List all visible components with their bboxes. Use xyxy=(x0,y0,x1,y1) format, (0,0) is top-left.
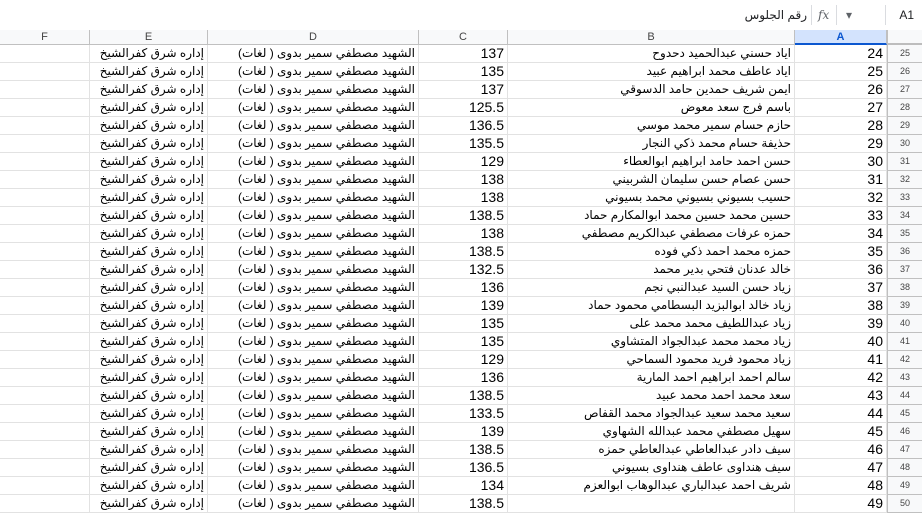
cell-e[interactable]: إداره شرق كفرالشيخ xyxy=(90,81,208,99)
cell-e[interactable]: إداره شرق كفرالشيخ xyxy=(90,477,208,495)
cell-d[interactable]: الشهيد مصطفي سمير بدوى ( لغات) xyxy=(208,441,419,459)
row-header[interactable]: 39 xyxy=(887,297,922,315)
cell-a[interactable]: 49 xyxy=(795,495,887,513)
cell-f[interactable] xyxy=(0,135,90,153)
cell-a[interactable]: 34 xyxy=(795,225,887,243)
cell-e[interactable]: إداره شرق كفرالشيخ xyxy=(90,225,208,243)
row-header[interactable]: 47 xyxy=(887,441,922,459)
cell-e[interactable]: إداره شرق كفرالشيخ xyxy=(90,117,208,135)
table-row xyxy=(0,351,922,369)
cell-a[interactable]: 41 xyxy=(795,351,887,369)
cell-a[interactable]: 29 xyxy=(795,135,887,153)
cell-f[interactable] xyxy=(0,117,90,135)
cell-a[interactable]: 31 xyxy=(795,171,887,189)
row-header[interactable]: 34 xyxy=(887,207,922,225)
table-row xyxy=(0,441,922,459)
row-header[interactable]: 30 xyxy=(887,135,922,153)
chevron-down-icon[interactable]: ▾ xyxy=(846,8,853,22)
name-box-divider xyxy=(885,5,886,25)
formula-divider xyxy=(836,5,837,25)
cell-a[interactable]: 39 xyxy=(795,315,887,333)
table-row xyxy=(0,495,922,513)
table-row xyxy=(0,459,922,477)
cell-e[interactable]: إداره شرق كفرالشيخ xyxy=(90,153,208,171)
cell-b[interactable]: سعد محمد احمد محمد عبيد xyxy=(508,387,795,405)
row-header[interactable]: 40 xyxy=(887,315,922,333)
table-row xyxy=(0,423,922,441)
formula-bar xyxy=(0,0,922,31)
cell-d[interactable]: الشهيد مصطفي سمير بدوى ( لغات) xyxy=(208,117,419,135)
cell-f[interactable] xyxy=(0,495,90,513)
cell-a[interactable]: 38 xyxy=(795,297,887,315)
cell-c[interactable]: 136.5 xyxy=(419,459,508,477)
cell-c[interactable]: 138.5 xyxy=(419,243,508,261)
cell-b[interactable]: خالد عدنان فتحي بدير محمد xyxy=(508,261,795,279)
cell-f[interactable] xyxy=(0,387,90,405)
cell-b[interactable]: زياد حسن السيد عبدالنبي نجم xyxy=(508,279,795,297)
cell-b[interactable]: سالم احمد ابراهيم احمد المارية xyxy=(508,369,795,387)
cell-a[interactable]: 44 xyxy=(795,405,887,423)
column-header-d[interactable]: D xyxy=(208,30,419,45)
table-row xyxy=(0,315,922,333)
fx-icon: fx xyxy=(818,8,830,22)
cell-c[interactable]: 132.5 xyxy=(419,261,508,279)
cell-f[interactable] xyxy=(0,45,90,63)
cell-b[interactable]: حسن احمد حامد ابراهيم ابوالعطاء xyxy=(508,153,795,171)
cell-d[interactable]: الشهيد مصطفي سمير بدوى ( لغات) xyxy=(208,423,419,441)
cell-b[interactable]: حمزه محمد احمد ذكي فوده xyxy=(508,243,795,261)
cell-d[interactable]: الشهيد مصطفي سمير بدوى ( لغات) xyxy=(208,297,419,315)
cell-b[interactable]: حمزه عرفات مصطفي عبدالكريم مصطفي xyxy=(508,225,795,243)
cell-c[interactable]: 129 xyxy=(419,153,508,171)
cell-c[interactable]: 125.5 xyxy=(419,99,508,117)
cell-d[interactable]: الشهيد مصطفي سمير بدوى ( لغات) xyxy=(208,387,419,405)
cell-b[interactable]: اياد عاطف محمد ابراهيم عبيد xyxy=(508,63,795,81)
table-row xyxy=(0,477,922,495)
cell-f[interactable] xyxy=(0,171,90,189)
cell-d[interactable]: الشهيد مصطفي سمير بدوى ( لغات) xyxy=(208,63,419,81)
cell-b[interactable]: سهيل مصطفي محمد عبدالله الشهاوي xyxy=(508,423,795,441)
cell-a[interactable]: 26 xyxy=(795,81,887,99)
cell-c[interactable]: 134 xyxy=(419,477,508,495)
cell-a[interactable]: 28 xyxy=(795,117,887,135)
cell-e[interactable]: إداره شرق كفرالشيخ xyxy=(90,45,208,63)
cell-d[interactable]: الشهيد مصطفي سمير بدوى ( لغات) xyxy=(208,81,419,99)
cell-b[interactable]: زياد محمد محمد عبدالجواد المتشاوي xyxy=(508,333,795,351)
row-header[interactable]: 44 xyxy=(887,387,922,405)
fx-divider xyxy=(811,5,812,25)
row-header[interactable]: 46 xyxy=(887,423,922,441)
cell-b[interactable]: ايمن شريف حمدين حامد الدسوقي xyxy=(508,81,795,99)
cell-b[interactable]: حسن عصام حسن سليمان الشربيني xyxy=(508,171,795,189)
cell-f[interactable] xyxy=(0,369,90,387)
table-row xyxy=(0,387,922,405)
cell-c[interactable]: 139 xyxy=(419,297,508,315)
cell-c[interactable]: 136 xyxy=(419,369,508,387)
cell-c[interactable]: 133.5 xyxy=(419,405,508,423)
cell-b[interactable]: حسيب بسيوني بسيوني محمد بسيوني xyxy=(508,189,795,207)
table-row xyxy=(0,153,922,171)
cell-a[interactable]: 27 xyxy=(795,99,887,117)
cell-d[interactable]: الشهيد مصطفي سمير بدوى ( لغات) xyxy=(208,135,419,153)
cell-e[interactable]: إداره شرق كفرالشيخ xyxy=(90,495,208,513)
cell-e[interactable]: إداره شرق كفرالشيخ xyxy=(90,189,208,207)
row-header[interactable]: 38 xyxy=(887,279,922,297)
cell-f[interactable] xyxy=(0,279,90,297)
cell-f[interactable] xyxy=(0,315,90,333)
cell-c[interactable]: 136.5 xyxy=(419,117,508,135)
cell-a[interactable]: 46 xyxy=(795,441,887,459)
cell-d[interactable]: الشهيد مصطفي سمير بدوى ( لغات) xyxy=(208,315,419,333)
cell-c[interactable]: 135 xyxy=(419,315,508,333)
cell-f[interactable] xyxy=(0,333,90,351)
cell-e[interactable]: إداره شرق كفرالشيخ xyxy=(90,315,208,333)
cell-c[interactable]: 135 xyxy=(419,63,508,81)
cell-a[interactable]: 36 xyxy=(795,261,887,279)
cell-b[interactable]: اياد حسني عبدالحميد دحدوح xyxy=(508,45,795,63)
row-header[interactable]: 42 xyxy=(887,351,922,369)
cell-a[interactable]: 33 xyxy=(795,207,887,225)
cell-c[interactable]: 137 xyxy=(419,45,508,63)
cell-f[interactable] xyxy=(0,261,90,279)
cell-b[interactable]: زياد محمود فريد محمود السماحي xyxy=(508,351,795,369)
cell-e[interactable]: إداره شرق كفرالشيخ xyxy=(90,63,208,81)
cell-d[interactable]: الشهيد مصطفي سمير بدوى ( لغات) xyxy=(208,459,419,477)
row-header[interactable]: 37 xyxy=(887,261,922,279)
cell-d[interactable]: الشهيد مصطفي سمير بدوى ( لغات) xyxy=(208,477,419,495)
cell-d[interactable]: الشهيد مصطفي سمير بدوى ( لغات) xyxy=(208,207,419,225)
cell-d[interactable]: الشهيد مصطفي سمير بدوى ( لغات) xyxy=(208,189,419,207)
row-header[interactable]: 31 xyxy=(887,153,922,171)
table-row xyxy=(0,135,922,153)
cell-a[interactable]: 43 xyxy=(795,387,887,405)
row-header[interactable]: 26 xyxy=(887,63,922,81)
cell-e[interactable]: إداره شرق كفرالشيخ xyxy=(90,99,208,117)
cell-f[interactable] xyxy=(0,63,90,81)
cell-e[interactable]: إداره شرق كفرالشيخ xyxy=(90,207,208,225)
row-header[interactable]: 28 xyxy=(887,99,922,117)
table-row xyxy=(0,225,922,243)
cell-e[interactable]: إداره شرق كفرالشيخ xyxy=(90,405,208,423)
row-header[interactable]: 33 xyxy=(887,189,922,207)
row-header[interactable]: 48 xyxy=(887,459,922,477)
cell-c[interactable]: 138 xyxy=(419,225,508,243)
select-all-corner[interactable] xyxy=(887,30,922,45)
column-header-b[interactable]: B xyxy=(508,30,795,45)
column-header-a[interactable]: A xyxy=(795,30,887,45)
cell-b[interactable] xyxy=(508,495,795,513)
cell-d[interactable]: الشهيد مصطفي سمير بدوى ( لغات) xyxy=(208,99,419,117)
column-header-c[interactable]: C xyxy=(419,30,508,45)
cell-f[interactable] xyxy=(0,351,90,369)
cell-f[interactable] xyxy=(0,225,90,243)
row-header[interactable]: 50 xyxy=(887,495,922,513)
row-header[interactable]: 29 xyxy=(887,117,922,135)
cell-c[interactable]: 129 xyxy=(419,351,508,369)
cell-d[interactable]: الشهيد مصطفي سمير بدوى ( لغات) xyxy=(208,495,419,513)
cell-f[interactable] xyxy=(0,153,90,171)
column-header-e[interactable]: E xyxy=(90,30,208,45)
column-header-f[interactable]: F xyxy=(0,30,90,45)
cell-c[interactable]: 138 xyxy=(419,171,508,189)
table-row xyxy=(0,63,922,81)
cell-c[interactable]: 138.5 xyxy=(419,495,508,513)
cell-f[interactable] xyxy=(0,441,90,459)
row-header[interactable]: 43 xyxy=(887,369,922,387)
cell-e[interactable]: إداره شرق كفرالشيخ xyxy=(90,171,208,189)
cell-e[interactable]: إداره شرق كفرالشيخ xyxy=(90,423,208,441)
cell-d[interactable]: الشهيد مصطفي سمير بدوى ( لغات) xyxy=(208,153,419,171)
cell-a[interactable]: 37 xyxy=(795,279,887,297)
cell-e[interactable]: إداره شرق كفرالشيخ xyxy=(90,369,208,387)
cell-c[interactable]: 135.5 xyxy=(419,135,508,153)
table-row xyxy=(0,171,922,189)
table-row xyxy=(0,99,922,117)
cell-c[interactable]: 139 xyxy=(419,423,508,441)
table-row xyxy=(0,117,922,135)
cell-b[interactable]: سيف هنداوى عاطف هنداوى بسيوني xyxy=(508,459,795,477)
cell-c[interactable]: 138.5 xyxy=(419,441,508,459)
cell-d[interactable]: الشهيد مصطفي سمير بدوى ( لغات) xyxy=(208,333,419,351)
row-header[interactable]: 41 xyxy=(887,333,922,351)
row-header[interactable]: 35 xyxy=(887,225,922,243)
table-row xyxy=(0,333,922,351)
table-row xyxy=(0,369,922,387)
cell-f[interactable] xyxy=(0,459,90,477)
cell-f[interactable] xyxy=(0,297,90,315)
table-row xyxy=(0,261,922,279)
cell-c[interactable]: 135 xyxy=(419,333,508,351)
cell-b[interactable]: حازم حسام سمير محمد موسي xyxy=(508,117,795,135)
cell-b[interactable]: سعيد محمد سعيد عبدالجواد محمد القفاص xyxy=(508,405,795,423)
cell-d[interactable]: الشهيد مصطفي سمير بدوى ( لغات) xyxy=(208,369,419,387)
row-header[interactable]: 27 xyxy=(887,81,922,99)
cell-a[interactable]: 45 xyxy=(795,423,887,441)
cell-a[interactable]: 24 xyxy=(795,45,887,63)
cell-e[interactable]: إداره شرق كفرالشيخ xyxy=(90,135,208,153)
cell-f[interactable] xyxy=(0,477,90,495)
cell-d[interactable]: الشهيد مصطفي سمير بدوى ( لغات) xyxy=(208,405,419,423)
cell-b[interactable]: شريف احمد عبدالباري عبدالوهاب ابوالعزم xyxy=(508,477,795,495)
table-row xyxy=(0,405,922,423)
table-row xyxy=(0,81,922,99)
row-header[interactable]: 36 xyxy=(887,243,922,261)
cell-d[interactable]: الشهيد مصطفي سمير بدوى ( لغات) xyxy=(208,225,419,243)
row-header[interactable]: 49 xyxy=(887,477,922,495)
table-row xyxy=(0,189,922,207)
cell-d[interactable]: الشهيد مصطفي سمير بدوى ( لغات) xyxy=(208,243,419,261)
cell-d[interactable]: الشهيد مصطفي سمير بدوى ( لغات) xyxy=(208,351,419,369)
cell-a[interactable]: 35 xyxy=(795,243,887,261)
cell-a[interactable]: 40 xyxy=(795,333,887,351)
cell-b[interactable]: زياد عبداللطيف محمد محمد على xyxy=(508,315,795,333)
table-row xyxy=(0,279,922,297)
cell-c[interactable]: 136 xyxy=(419,279,508,297)
cell-a[interactable]: 47 xyxy=(795,459,887,477)
cell-e[interactable]: إداره شرق كفرالشيخ xyxy=(90,387,208,405)
cell-a[interactable]: 42 xyxy=(795,369,887,387)
cell-e[interactable]: إداره شرق كفرالشيخ xyxy=(90,297,208,315)
name-box[interactable]: A1 xyxy=(899,8,914,22)
cell-a[interactable]: 25 xyxy=(795,63,887,81)
row-header[interactable]: 45 xyxy=(887,405,922,423)
cell-a[interactable]: 48 xyxy=(795,477,887,495)
spreadsheet-grid[interactable] xyxy=(0,30,922,511)
cell-a[interactable]: 32 xyxy=(795,189,887,207)
cell-e[interactable]: إداره شرق كفرالشيخ xyxy=(90,441,208,459)
cell-f[interactable] xyxy=(0,189,90,207)
cell-f[interactable] xyxy=(0,405,90,423)
cell-c[interactable]: 138 xyxy=(419,189,508,207)
cell-f[interactable] xyxy=(0,81,90,99)
formula-input[interactable]: رقم الجلوس xyxy=(744,8,807,22)
cell-e[interactable]: إداره شرق كفرالشيخ xyxy=(90,261,208,279)
cell-e[interactable]: إداره شرق كفرالشيخ xyxy=(90,243,208,261)
cell-c[interactable]: 137 xyxy=(419,81,508,99)
cell-d[interactable]: الشهيد مصطفي سمير بدوى ( لغات) xyxy=(208,45,419,63)
cell-e[interactable]: إداره شرق كفرالشيخ xyxy=(90,279,208,297)
cell-f[interactable] xyxy=(0,243,90,261)
cell-f[interactable] xyxy=(0,99,90,117)
table-row xyxy=(0,243,922,261)
cell-e[interactable]: إداره شرق كفرالشيخ xyxy=(90,351,208,369)
row-header[interactable]: 25 xyxy=(887,45,922,63)
cell-e[interactable]: إداره شرق كفرالشيخ xyxy=(90,459,208,477)
cell-b[interactable]: زياد خالد ابوالبزيد البسطامي محمود حماد xyxy=(508,297,795,315)
table-row xyxy=(0,45,922,63)
cell-c[interactable]: 138.5 xyxy=(419,207,508,225)
cell-d[interactable]: الشهيد مصطفي سمير بدوى ( لغات) xyxy=(208,279,419,297)
cell-b[interactable]: حسين محمد حسين محمد ابوالمكارم حماد xyxy=(508,207,795,225)
cell-d[interactable]: الشهيد مصطفي سمير بدوى ( لغات) xyxy=(208,261,419,279)
cell-b[interactable]: سيف دادر عبدالعاطي عبدالعاطي حمزه xyxy=(508,441,795,459)
cell-a[interactable]: 30 xyxy=(795,153,887,171)
table-row xyxy=(0,297,922,315)
cell-c[interactable]: 138.5 xyxy=(419,387,508,405)
cell-f[interactable] xyxy=(0,423,90,441)
cell-d[interactable]: الشهيد مصطفي سمير بدوى ( لغات) xyxy=(208,171,419,189)
cell-e[interactable]: إداره شرق كفرالشيخ xyxy=(90,333,208,351)
cell-f[interactable] xyxy=(0,207,90,225)
table-row xyxy=(0,207,922,225)
cell-b[interactable]: باسم فرج سعد معوض xyxy=(508,99,795,117)
row-header[interactable]: 32 xyxy=(887,171,922,189)
cell-b[interactable]: حذيفة حسام محمد ذكي النجار xyxy=(508,135,795,153)
